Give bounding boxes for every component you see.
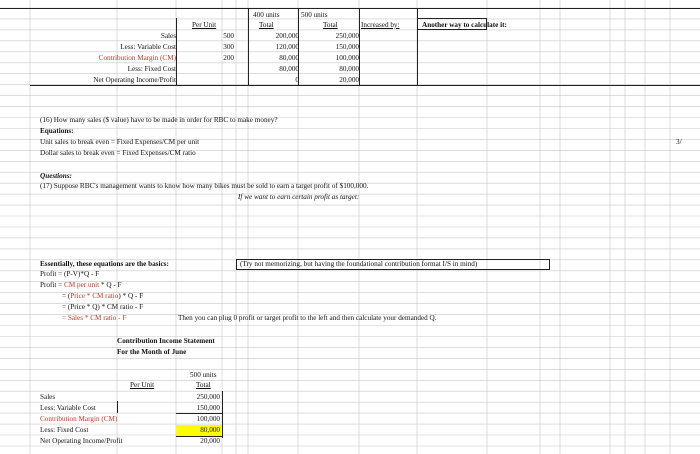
divider — [0, 8, 700, 9]
stmt-value-fixed-cost: 80,000 — [200, 426, 220, 434]
per-unit-variable-cost: 300 — [223, 43, 234, 51]
total400-sales: 200,000 — [275, 32, 299, 40]
col-header-500-units: 500 units — [301, 11, 328, 19]
profit-eq-3 — [62, 292, 143, 301]
plug-note: Then you can plug 0 profit or target profit to the left and then calculate your demanded Q. — [178, 314, 437, 322]
divider — [359, 8, 360, 85]
questions-heading: Questions: — [40, 172, 72, 180]
divider — [30, 85, 700, 86]
equation-dollar-sales: Dollar sales to break even = Fixed Expenses/CM ratio — [40, 149, 196, 157]
stmt-label-variable-cost: Less: Variable Cost — [40, 404, 96, 412]
col-header-total-400: Total — [259, 21, 274, 29]
per-unit-cm: 200 — [223, 54, 234, 62]
total500-fixed-cost: 80,000 — [339, 65, 359, 73]
profit-eq-4: = (Price * Q) * CM ratio - F — [62, 303, 144, 311]
target-profit-note: If we want to earn certain profit as target: — [238, 193, 360, 201]
equations-heading: Equations: — [40, 127, 74, 135]
profit-eq-2-b: CM per unit — [64, 281, 100, 289]
basics-heading: Essentially, these equations are the basics: — [40, 260, 169, 268]
stmt-label-fixed-cost: Less: Fixed Cost — [40, 426, 89, 434]
row-label-contribution-margin: Contribution Margin (CM) — [98, 54, 176, 62]
total400-variable-cost: 120,000 — [275, 43, 299, 51]
total400-cm: 80,000 — [279, 54, 299, 62]
q16-text: (16) How many sales ($ value) have to be made in order for RBC to make money? — [40, 116, 278, 124]
stmt-value-variable-cost: 150,000 — [196, 404, 220, 412]
row-label-net-operating-income: Net Operating Income/Profit — [93, 76, 176, 84]
total400-fixed-cost: 80,000 — [279, 65, 299, 73]
col-header-increased-by: Increased by: — [361, 21, 400, 29]
divider — [176, 436, 222, 437]
col-header-per-unit: Per Unit — [192, 21, 217, 29]
statement-subtitle: For the Month of June — [117, 348, 187, 356]
divider — [298, 8, 299, 85]
divider — [176, 413, 222, 414]
statement-col-units: 500 units — [190, 371, 217, 379]
stmt-label-cm: Contribution Margin (CM) — [40, 415, 118, 423]
profit-eq-1: Profit = (P-V)*Q - F — [40, 270, 100, 278]
total500-net-income: 20,000 — [339, 76, 359, 84]
stmt-value-cm: 100,000 — [196, 415, 220, 423]
profit-eq-5-a: = — [62, 314, 68, 322]
row-label-variable-cost: Less: Variable Cost — [120, 43, 176, 51]
divider — [248, 8, 249, 85]
stmt-label-sales: Sales — [40, 393, 56, 401]
per-unit-sales: 500 — [223, 32, 234, 40]
total500-sales: 250,000 — [335, 32, 359, 40]
profit-eq-5 — [62, 314, 126, 323]
divider — [222, 391, 223, 438]
total500-cm: 100,000 — [335, 54, 359, 62]
stmt-value-net-income: 20,000 — [200, 437, 220, 445]
profit-eq-3-c: ) * Q - F — [118, 292, 144, 300]
profit-eq-3-b: Price * CM ratio — [70, 292, 119, 300]
q17-text: (17) Suppose RBC's management wants to know how many bikes must be sold to earn a target profit of $100,000. — [40, 182, 369, 190]
profit-eq-5-c: - F — [116, 314, 127, 322]
statement-col-total: Total — [196, 381, 211, 389]
col-header-400-units: 400 units — [253, 11, 280, 19]
divider — [117, 401, 118, 413]
equation-unit-sales: Unit sales to break even = Fixed Expenses/CM per unit — [40, 138, 200, 146]
stmt-value-sales: 250,000 — [196, 393, 220, 401]
row-label-fixed-cost: Less: Fixed Cost — [127, 65, 176, 73]
statement-col-per-unit: Per Unit — [130, 381, 155, 389]
statement-title: Contribution Income Statement — [117, 337, 215, 345]
profit-eq-2-a: Profit = — [40, 281, 65, 289]
profit-eq-5-b: Sales * CM ratio — [67, 314, 117, 322]
side-note: 3/ — [676, 138, 682, 146]
col-header-total-500: Total — [323, 21, 338, 29]
profit-eq-2-c: * Q - F — [99, 281, 122, 289]
total500-variable-cost: 150,000 — [335, 43, 359, 51]
divider — [176, 18, 177, 85]
cell-border — [417, 18, 487, 30]
profit-eq-2 — [40, 281, 122, 290]
col-header-another-way: Another way to calculate it: — [422, 21, 507, 29]
foundational-tip: (Try not memorizing, but having the foundational contribution format I/S in mind) — [240, 260, 478, 268]
profit-eq-3-a: = ( — [62, 292, 71, 300]
row-label-sales: Sales — [160, 32, 176, 40]
total400-net-income: 0 — [295, 76, 299, 84]
stmt-label-net-income: Net Operating Income/Profit — [40, 437, 123, 445]
